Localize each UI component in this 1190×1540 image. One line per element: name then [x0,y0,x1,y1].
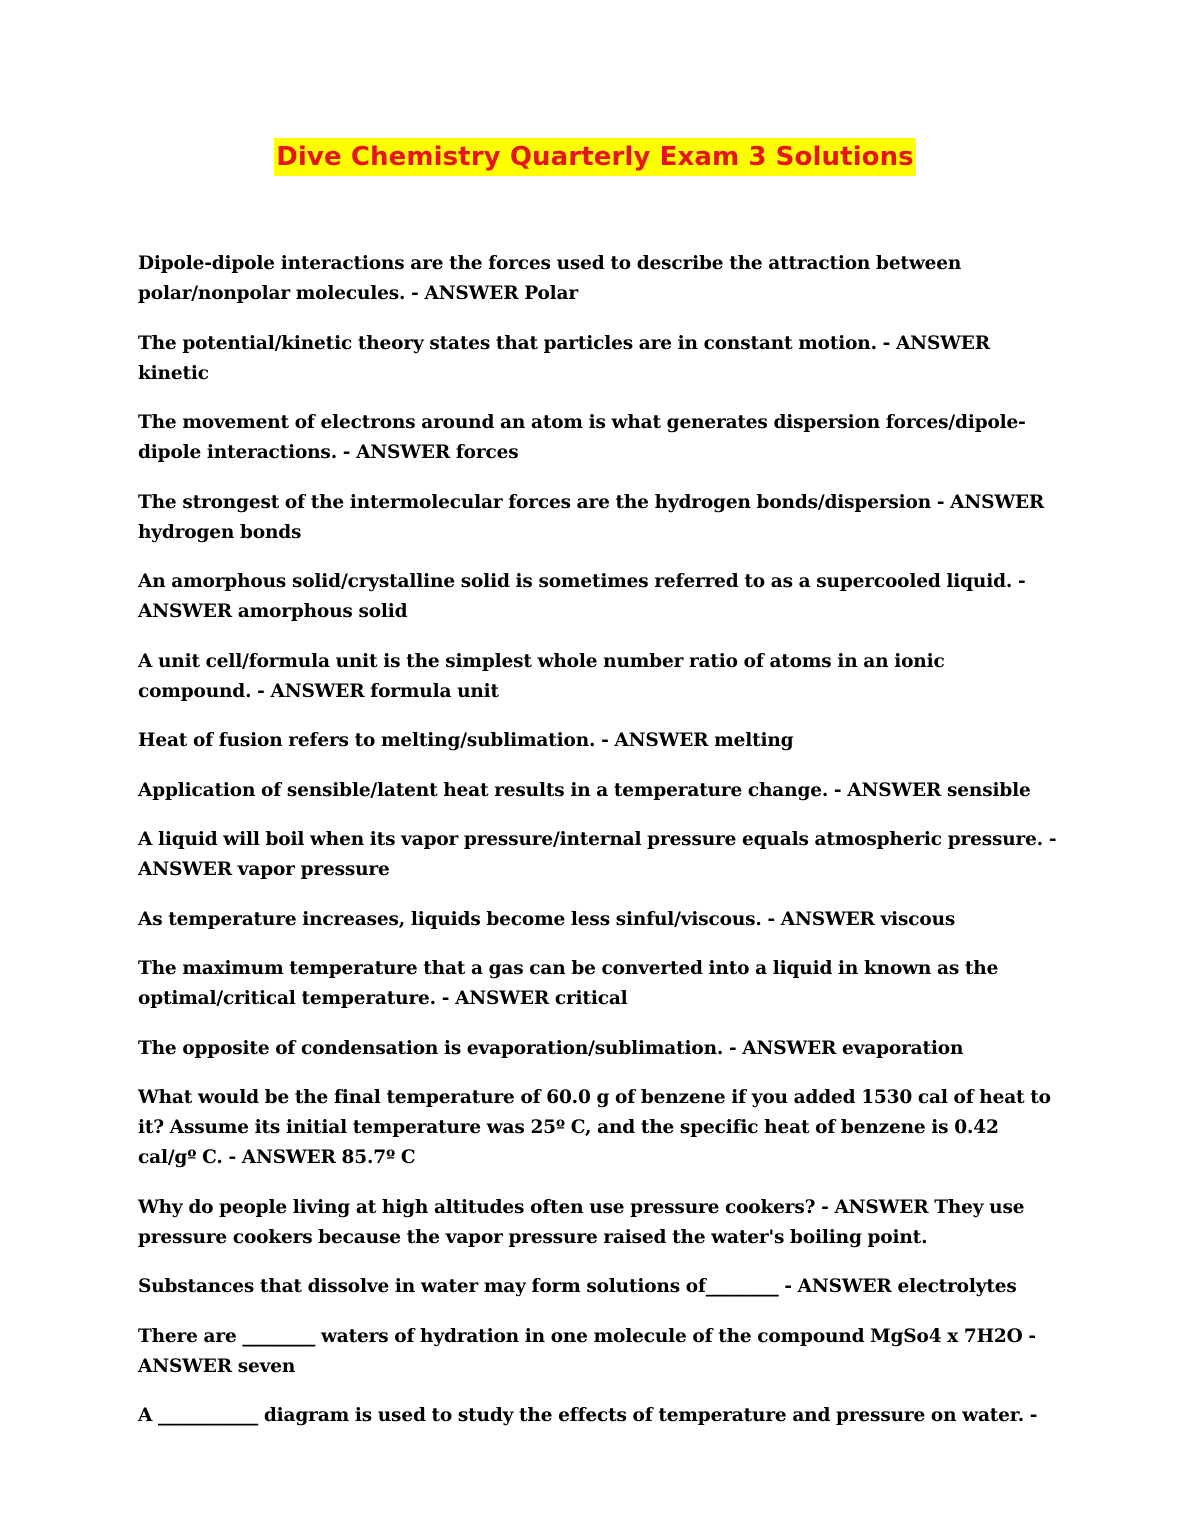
qa-item-15: Substances that dissolve in water may form solutions of________ - ANSWER electrolytes [138,1276,1017,1297]
qa-item-14: Why do people living at high altitudes often use pressure cookers? - ANSWER They use pressure cookers because the vapor pressure raised the water's boiling point. [138,1196,1025,1248]
qa-item-11: The maximum temperature that a gas can be converted into a liquid in known as the optimal/critical temperature. - ANSWER critical [138,958,999,1009]
title-container [0,138,1190,176]
qa-item-3: The movement of electrons around an atom is what generates dispersion forces/dipole-dipole interactions. - ANSWER forces [138,412,1026,463]
qa-item-4: The strongest of the intermolecular forces are the hydrogen bonds/dispersion - ANSWER hydrogen bonds [138,491,1045,543]
qa-item-13: What would be the final temperature of 60.0 g of benzene if you added 1530 cal of heat to it? Assume its initial temperature was 25º C, and the specific heat of benzene is 0.42 cal/gº C. - ANSWER 85.7º C [138,1087,1051,1168]
qa-item-16: There are ________ waters of hydration in one molecule of the compound MgSo4 x 7H2O - ANSWER seven [138,1325,1036,1377]
page-title: Dive Chemistry Quarterly Exam 3 Solutions [274,138,916,176]
qa-item-9: A liquid will boil when its vapor pressure/internal pressure equals atmospheric pressure. - ANSWER vapor pressure [138,829,1057,880]
question-answer-list [138,249,1058,1451]
qa-item-5: An amorphous solid/crystalline solid is sometimes referred to as a supercooled liquid. - ANSWER amorphous solid [138,571,1026,622]
qa-item-10: As temperature increases, liquids become less sinful/viscous. - ANSWER viscous [138,908,956,930]
qa-item-8: Application of sensible/latent heat results in a temperature change. - ANSWER sensible [138,779,1031,801]
qa-item-2: The potential/kinetic theory states that particles are in constant motion. - ANSWER kinetic [138,332,990,384]
qa-item-17: A ___________ diagram is used to study the effects of temperature and pressure on water. - [138,1405,1038,1426]
qa-item-12: The opposite of condensation is evaporation/sublimation. - ANSWER evaporation [138,1037,964,1059]
qa-item-7: Heat of fusion refers to melting/sublimation. - ANSWER melting [138,730,794,751]
qa-item-1: Dipole-dipole interactions are the forces used to describe the attraction between polar/nonpolar molecules. - ANSWER Polar [138,253,962,304]
qa-item-6: A unit cell/formula unit is the simplest whole number ratio of atoms in an ionic compound. - ANSWER formula unit [138,650,945,702]
